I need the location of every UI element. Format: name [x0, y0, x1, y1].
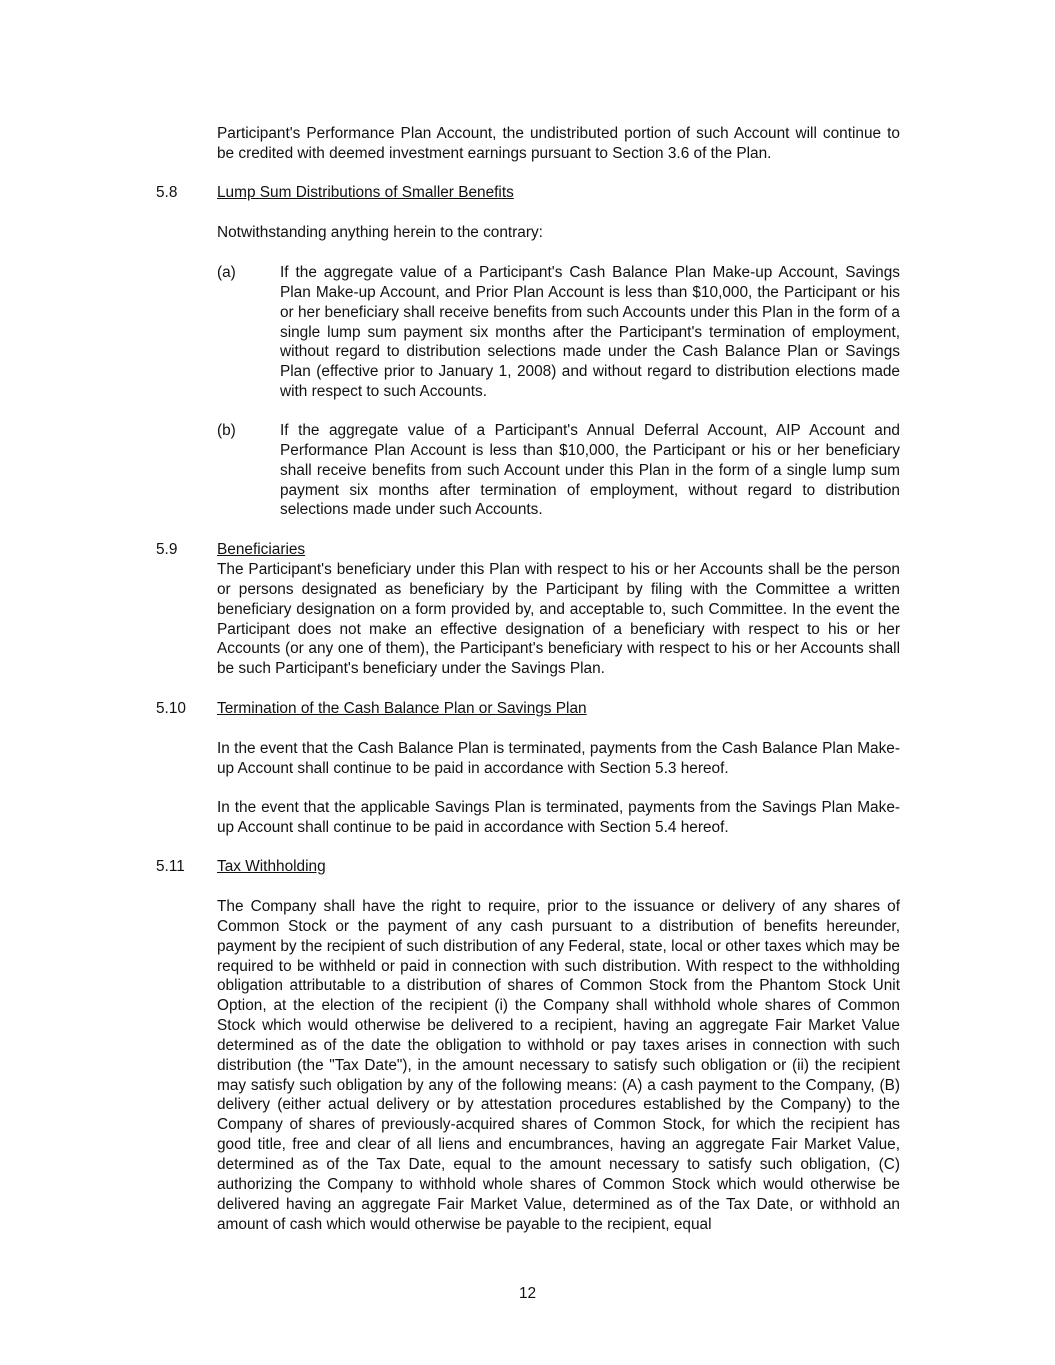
section-5-9-number: 5.9	[156, 541, 178, 558]
section-5-8-number: 5.8	[156, 184, 178, 201]
section-5-10-paragraph-1: In the event that the Cash Balance Plan is terminated, payments from the Cash Balance Plan Make-up Account shall continue to be paid in accordance with Section 5.3 hereof.	[217, 740, 900, 777]
section-5-10-title: Termination of the Cash Balance Plan or Savings Plan	[217, 700, 587, 717]
item-b-label: (b)	[217, 422, 236, 439]
item-b-text: If the aggregate value of a Participant's Annual Deferral Account, AIP Account and Performance Plan Account is less than $10,000, the Participant or his or her beneficiary shall receive benefits from such Account under this Plan in the form of a single lump sum payment six months after termination of employment, without regard to distribution selections made under such Accounts.	[280, 422, 900, 519]
section-5-10-paragraph-2: In the event that the applicable Savings Plan is terminated, payments from the Savings Plan Make-up Account shall continue to be paid in accordance with Section 5.4 hereof.	[217, 799, 900, 836]
section-5-9-title: Beneficiaries	[217, 541, 306, 558]
page-number: 12	[518, 1285, 537, 1302]
item-a-text: If the aggregate value of a Participant's Cash Balance Plan Make-up Account, Savings Plan Make-up Account, and Prior Plan Account is less than $10,000, the Participant or his or her beneficiary shall receive benefits from such Accounts under this Plan in the form of a single lump sum payment six months after the Participant's termination of employment, without regard to distribution selections made under the Cash Balance Plan or Savings Plan (effective prior to January 1, 2008) and without regard to distribution elections made with respect to such Accounts.	[280, 264, 900, 401]
section-5-11-text: The Company shall have the right to require, prior to the issuance or delivery of any shares of Common Stock or the payment of any cash pursuant to a distribution of benefits hereunder, payment by the recipient of such distribution of any Federal, state, local or other taxes which may be required to be withheld or paid in connection with such distribution. With respect to the withholding obligation attributable to a distribution of shares of Common Stock from the Phantom Stock Unit Option, at the election of the recipient (i) the Company shall withhold whole shares of Common Stock which would otherwise be delivered to a recipient, having an aggregate Fair Market Value determined as of the date the obligation to withhold or pay taxes arises in connection with such distribution (the "Tax Date"), in the amount necessary to satisfy such obligation or (ii) the recipient may satisfy such obligation by any of the following means: (A) a cash payment to the Company, (B) delivery (either actual delivery or by attestation procedures established by the Company) to the Company of shares of previously-acquired shares of Common Stock, for which the recipient has good title, free and clear of all liens and encumbrances, having an aggregate Fair Market Value, determined as of the Tax Date, equal to the amount necessary to satisfy such obligation, (C) authorizing the Company to withhold whole shares of Common Stock which would otherwise be delivered having an aggregate Fair Market Value, determined as of the Tax Date, or withhold an amount of cash which would otherwise be payable to the recipient, equal	[217, 898, 900, 1233]
section-5-11-number: 5.11	[156, 858, 185, 875]
section-5-8-intro: Notwithstanding anything herein to the contrary:	[217, 224, 543, 241]
continuation-paragraph: Participant's Performance Plan Account, the undistributed portion of such Account will continue to be credited with deemed investment earnings pursuant to Section 3.6 of the Plan.	[217, 125, 900, 162]
section-5-10-number: 5.10	[156, 700, 186, 717]
section-5-9-text: The Participant's beneficiary under this Plan with respect to his or her Accounts shall be the person or persons designated as beneficiary by the Participant by filing with the Committee a written beneficiary designation on a form provided by, and acceptable to, such Committee. In the event the Participant does not make an effective designation of a beneficiary with respect to his or her Accounts (or any one of them), the Participant's beneficiary with respect to his or her Accounts shall be such Participant's beneficiary under the Savings Plan.	[217, 561, 900, 678]
item-a-label: (a)	[217, 264, 236, 281]
section-5-8-title: Lump Sum Distributions of Smaller Benefits	[217, 184, 514, 201]
section-5-11-title: Tax Withholding	[217, 858, 326, 875]
